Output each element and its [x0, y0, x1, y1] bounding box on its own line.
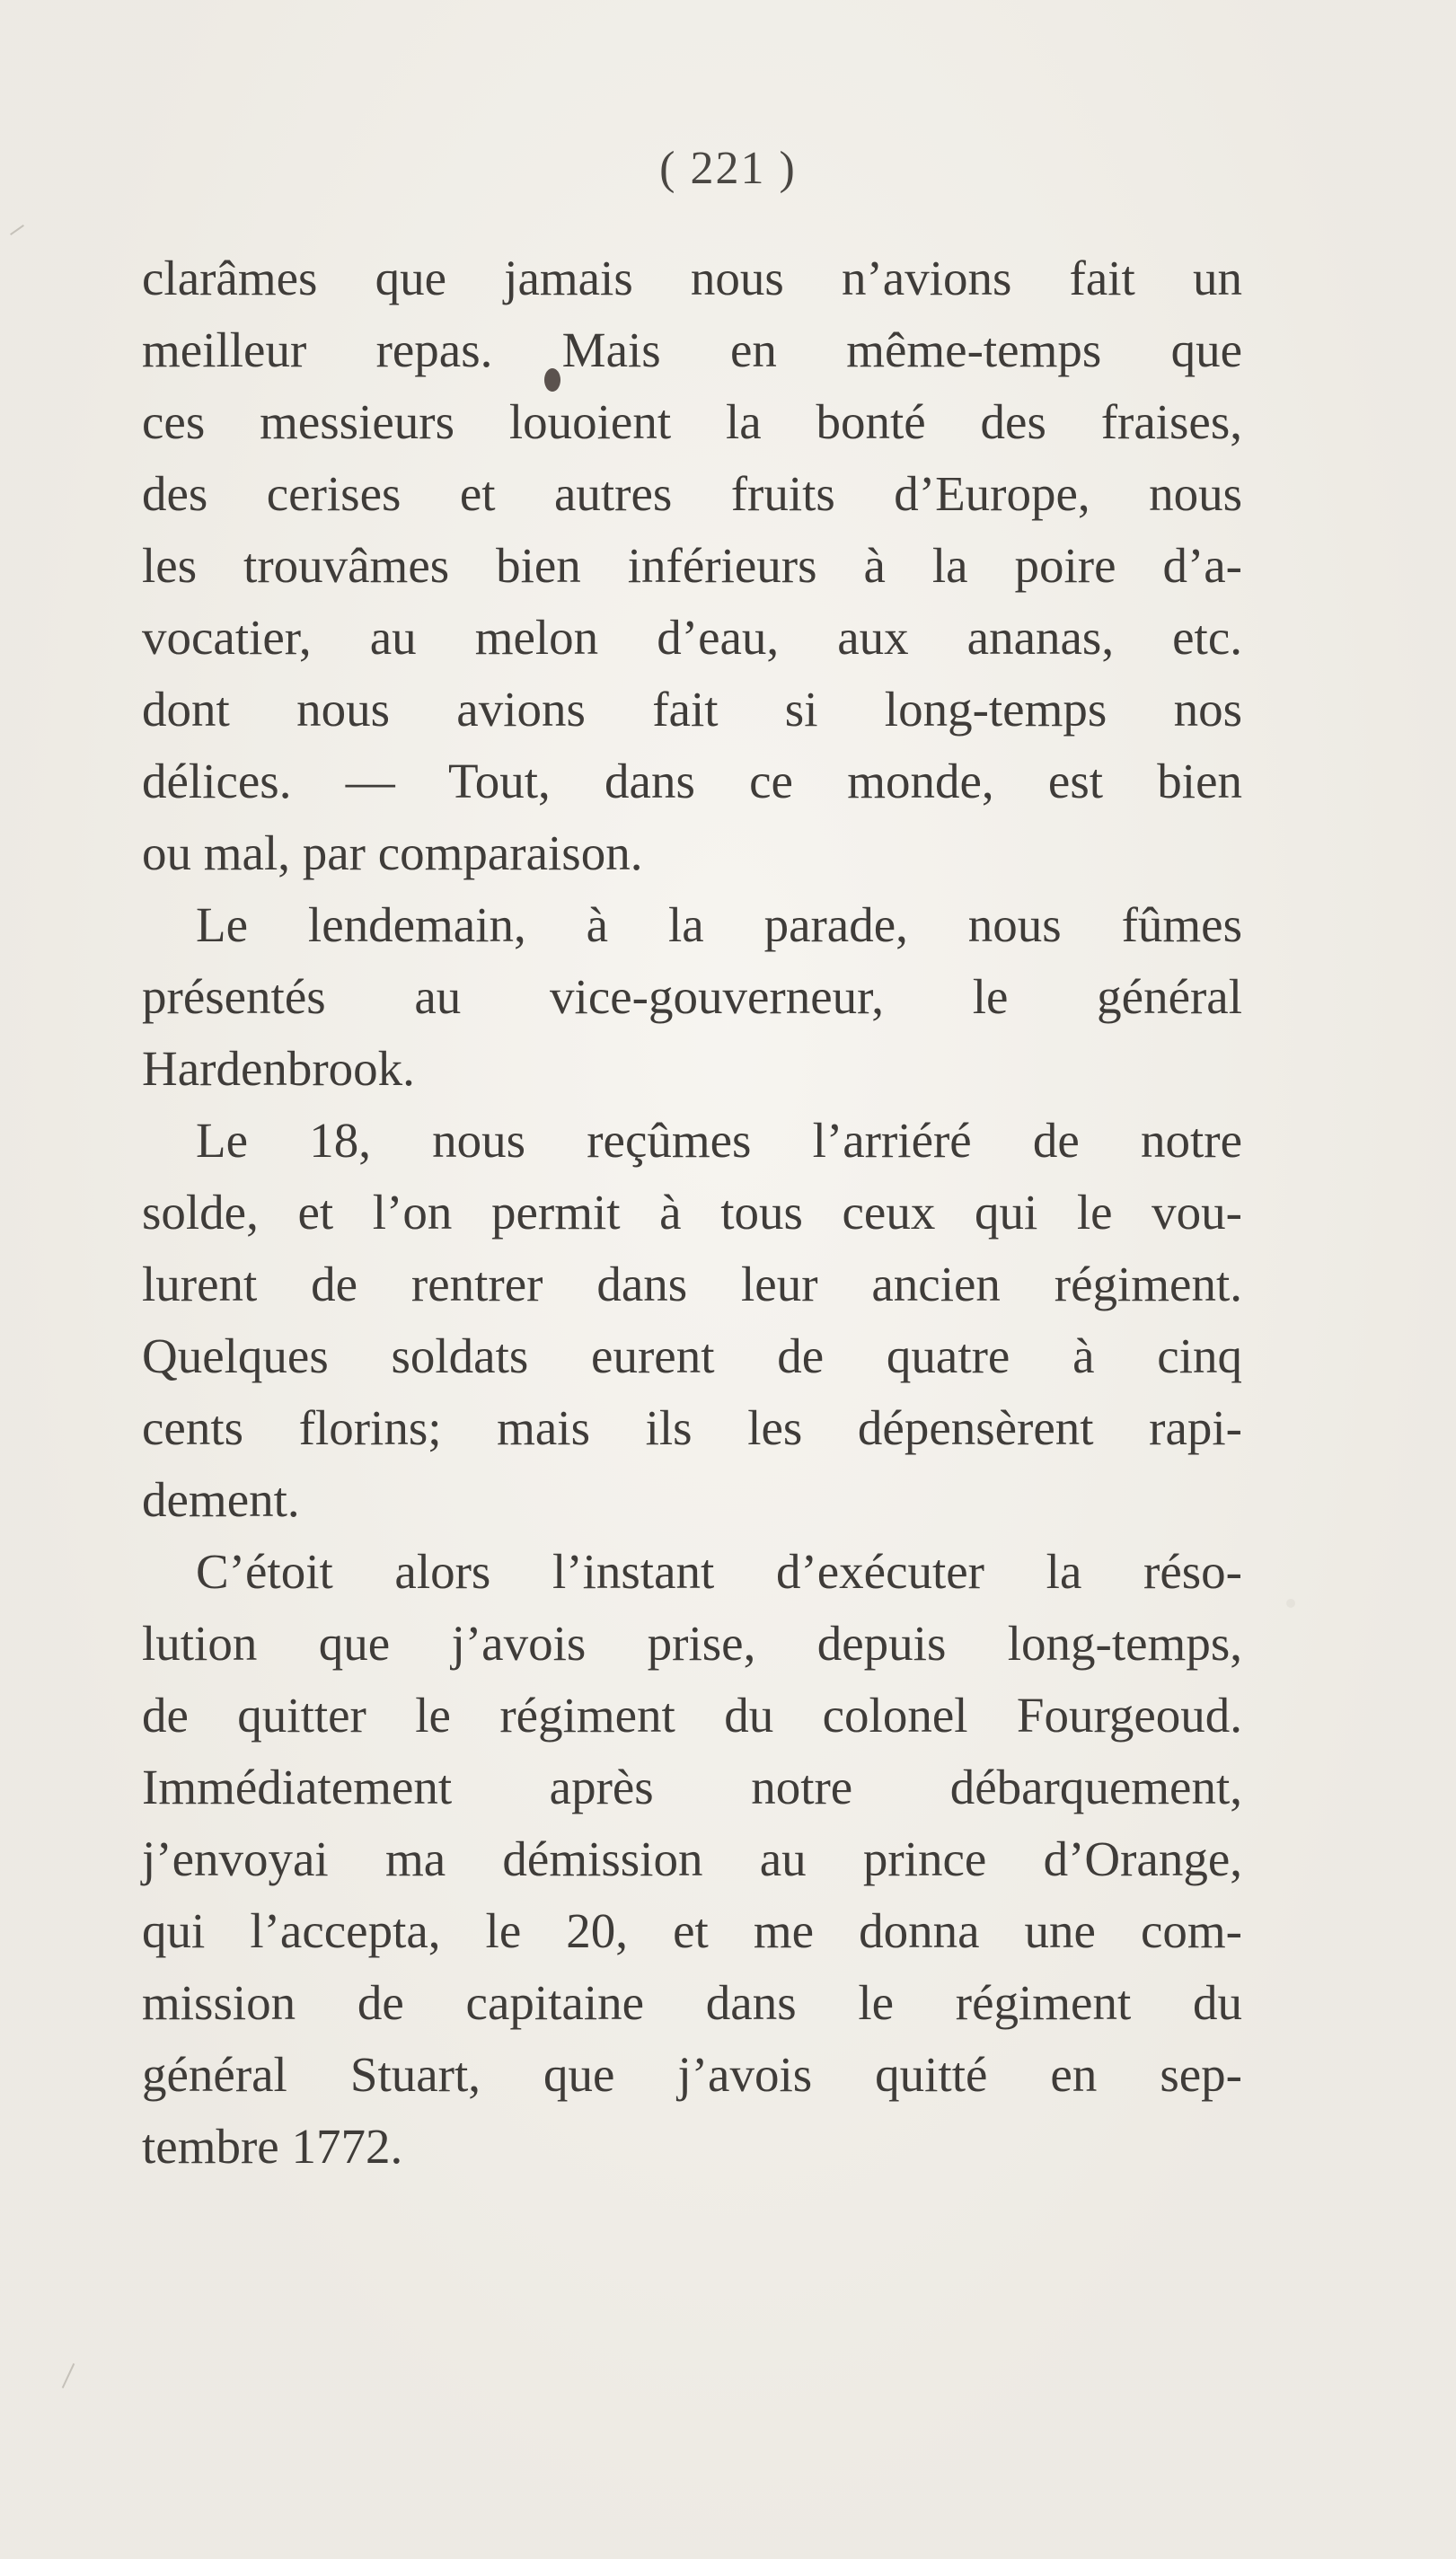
text-line: Immédiatement après notre débarquement, — [142, 1760, 1242, 1814]
text-line: lurent de rentrer dans leur ancien régiment. — [142, 1257, 1242, 1311]
text-line: dement. — [142, 1472, 300, 1527]
paper-mark — [10, 225, 24, 235]
text-line: meilleur repas. Mais en même-temps que — [142, 322, 1242, 377]
text-line: solde, et l’on permit à tous ceux qui le vou- — [142, 1185, 1242, 1240]
text-line: tembre 1772. — [142, 2119, 403, 2174]
text-line: délices. — Tout, dans ce monde, est bien — [142, 754, 1242, 808]
text-line: mission de capitaine dans le régiment du — [142, 1975, 1242, 2030]
paragraph-start-line: Le 18, nous reçûmes l’arriéré de notre — [196, 1113, 1242, 1168]
text-line: lution que j’avois prise, depuis long-temps, — [142, 1616, 1242, 1671]
text-line: qui l’accepta, le 20, et me donna une com- — [142, 1903, 1242, 1958]
text-line: les trouvâmes bien inférieurs à la poire d’a- — [142, 538, 1242, 593]
text-line: cents florins; mais ils les dépensèrent rapi- — [142, 1400, 1242, 1455]
text-line: Quelques soldats eurent de quatre à cinq — [142, 1328, 1242, 1383]
page-number: ( 221 ) — [659, 143, 797, 194]
body-text — [142, 243, 1242, 2183]
text-line: général Stuart, que j’avois quitté en sep- — [142, 2047, 1242, 2102]
paper-mark — [62, 2363, 75, 2388]
text-line: Hardenbrook. — [142, 1041, 415, 1096]
paper-spot — [1286, 1599, 1295, 1608]
text-line: j’envoyai ma démission au prince d’Orange, — [142, 1831, 1242, 1886]
paragraph-start-line: Le lendemain, à la parade, nous fûmes — [196, 897, 1242, 952]
text-line: de quitter le régiment du colonel Fourgeoud. — [142, 1688, 1242, 1743]
text-line: clarâmes que jamais nous n’avions fait un — [142, 251, 1242, 305]
paragraph-start-line: C’étoit alors l’instant d’exécuter la réso- — [196, 1544, 1242, 1599]
text-line: ou mal, par comparaison. — [142, 825, 643, 880]
text-line: présentés au vice-gouverneur, le général — [142, 969, 1242, 1024]
text-line: dont nous avions fait si long-temps nos — [142, 682, 1242, 737]
text-line: des cerises et autres fruits d’Europe, nous — [142, 466, 1242, 521]
text-line: vocatier, au melon d’eau, aux ananas, etc. — [142, 610, 1242, 665]
text-line: ces messieurs louoient la bonté des fraises, — [142, 394, 1242, 449]
